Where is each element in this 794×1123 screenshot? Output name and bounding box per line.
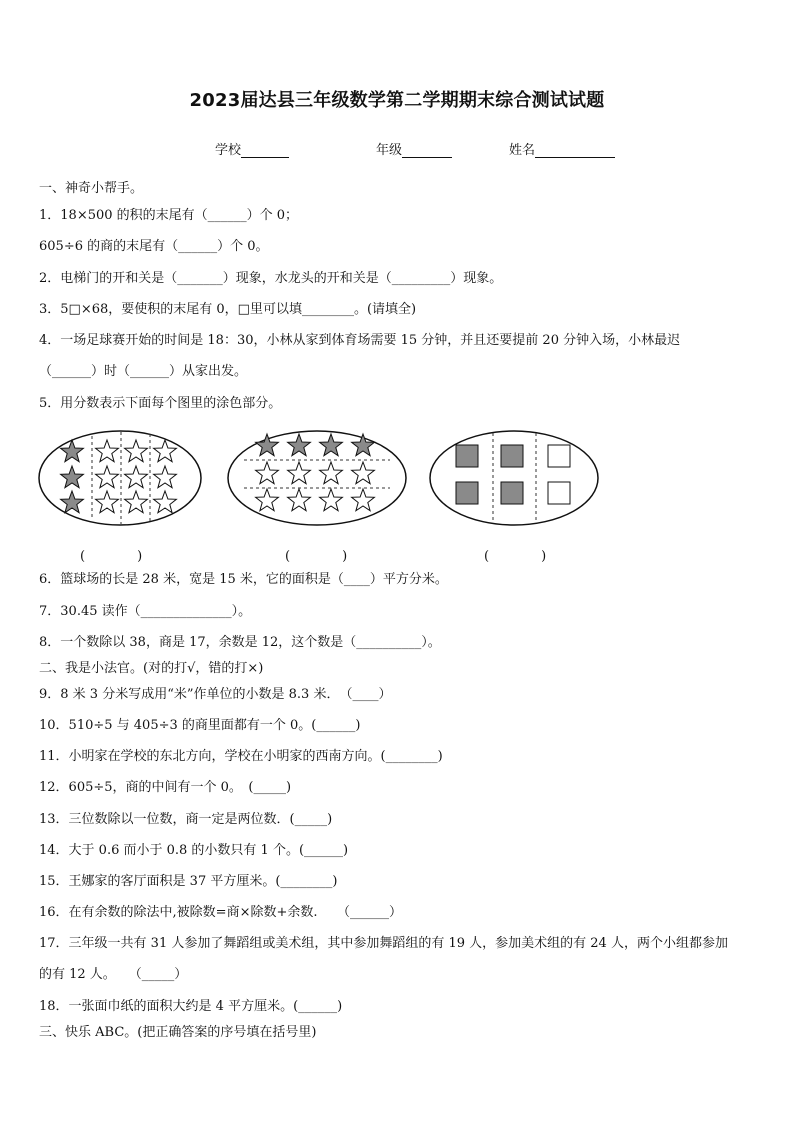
question-1a: 1．18×500 的积的末尾有（______）个 0； <box>39 208 299 223</box>
star-icon <box>352 462 375 484</box>
figure-1-answer[interactable]: ( ) <box>80 549 143 564</box>
star-icon <box>320 489 343 511</box>
question-15: 15．王娜家的客厅面积是 37 平方厘米。(________) <box>39 874 338 889</box>
star-icon <box>256 489 279 511</box>
star-icon <box>125 491 148 513</box>
figure-3-squares-oval <box>428 428 600 528</box>
star-icon <box>96 491 119 513</box>
question-16: 16．在有余数的除法中,被除数=商×除数+余数. （______） <box>39 905 402 920</box>
star-icon <box>288 462 311 484</box>
shaded-square <box>456 482 478 504</box>
question-11: 11．小明家在学校的东北方向，学校在小明家的西南方向。(________) <box>39 749 443 764</box>
square <box>548 445 570 467</box>
star-icon <box>96 440 119 462</box>
school-blank[interactable] <box>241 143 289 158</box>
section2-heading: 二、我是小法官。(对的打√，错的打×) <box>39 661 264 676</box>
question-2: 2．电梯门的开和关是（_______）现象，水龙头的开和关是（_________）现象。 <box>39 271 503 286</box>
star-icon <box>154 466 177 488</box>
question-18: 18．一张面巾纸的面积大约是 4 平方厘米。(______) <box>39 999 343 1014</box>
question-14: 14．大于 0.6 而小于 0.8 的小数只有 1 个。(______) <box>39 843 349 858</box>
shaded-star-icon <box>288 434 311 456</box>
name-field[interactable] <box>509 139 615 158</box>
shaded-star-icon <box>256 434 279 456</box>
shaded-star-icon <box>61 466 84 488</box>
figure-2-answer[interactable]: ( ) <box>285 549 348 564</box>
question-8: 8．一个数除以 38，商是 17，余数是 12，这个数是（__________）。 <box>39 635 441 650</box>
star-icon <box>96 466 119 488</box>
student-info-line <box>0 139 794 159</box>
star-icon <box>320 462 343 484</box>
school-field[interactable] <box>215 139 289 158</box>
figure-3-answer[interactable]: ( ) <box>484 549 547 564</box>
question-7: 7．30.45 读作（______________）。 <box>39 604 252 619</box>
question-6: 6．篮球场的长是 28 米，宽是 15 米，它的面积是（____）平方分米。 <box>39 572 448 587</box>
name-blank[interactable] <box>535 143 615 158</box>
figure-1-stars-oval <box>37 428 203 528</box>
question-4a: 4．一场足球赛开始的时间是 18：30，小林从家到体育场需要 15 分钟，并且还要提前 20 分钟入场，小林最迟 <box>39 333 681 348</box>
question-9: 9．8 米 3 分米写成用“米”作单位的小数是 8.3 米． （____） <box>39 687 392 702</box>
question-3: 3．5□×68，要使积的末尾有 0，□里可以填________。(请填全) <box>39 302 417 317</box>
shaded-star-icon <box>352 434 375 456</box>
page-title: 2023届达县三年级数学第二学期期末综合测试试题 <box>189 90 605 111</box>
grade-blank[interactable] <box>402 143 452 158</box>
question-13: 13．三位数除以一位数，商一定是两位数．(_____) <box>39 812 333 827</box>
question-12: 12．605÷5，商的中间有一个 0。 (_____) <box>39 780 292 795</box>
star-icon <box>125 466 148 488</box>
section1-heading: 一、神奇小帮手。 <box>39 181 144 196</box>
school-label: 学校 <box>215 143 242 158</box>
figure-2-stars-oval <box>226 428 408 528</box>
name-label: 姓名 <box>509 143 536 158</box>
square <box>548 482 570 504</box>
shaded-star-icon <box>320 434 343 456</box>
star-icon <box>125 440 148 462</box>
question-5: 5．用分数表示下面每个图里的涂色部分。 <box>39 396 282 411</box>
grade-label: 年级 <box>376 143 403 158</box>
shaded-square <box>501 482 523 504</box>
grade-field[interactable] <box>376 139 452 158</box>
question-10: 10．510÷5 与 405÷3 的商里面都有一个 0。(______) <box>39 718 361 733</box>
question-17b: 的有 12 人。 （_____） <box>39 967 188 982</box>
section3-heading: 三、快乐 ABC。(把正确答案的序号填在括号里) <box>39 1025 317 1040</box>
star-icon <box>256 462 279 484</box>
figure-1-oval <box>39 431 201 525</box>
shaded-square <box>456 445 478 467</box>
star-icon <box>288 489 311 511</box>
shaded-star-icon <box>61 491 84 513</box>
figure-2-oval <box>228 431 406 525</box>
question-17a: 17．三年级一共有 31 人参加了舞蹈组或美术组，其中参加舞蹈组的有 19 人，参加美术组的有 24 人，两个小组都参加 <box>39 936 728 951</box>
star-icon <box>154 491 177 513</box>
shaded-square <box>501 445 523 467</box>
question-1b: 605÷6 的商的末尾有（______）个 0。 <box>39 239 269 254</box>
question-4b: （______）时（______）从家出发。 <box>39 364 248 379</box>
star-icon <box>352 489 375 511</box>
